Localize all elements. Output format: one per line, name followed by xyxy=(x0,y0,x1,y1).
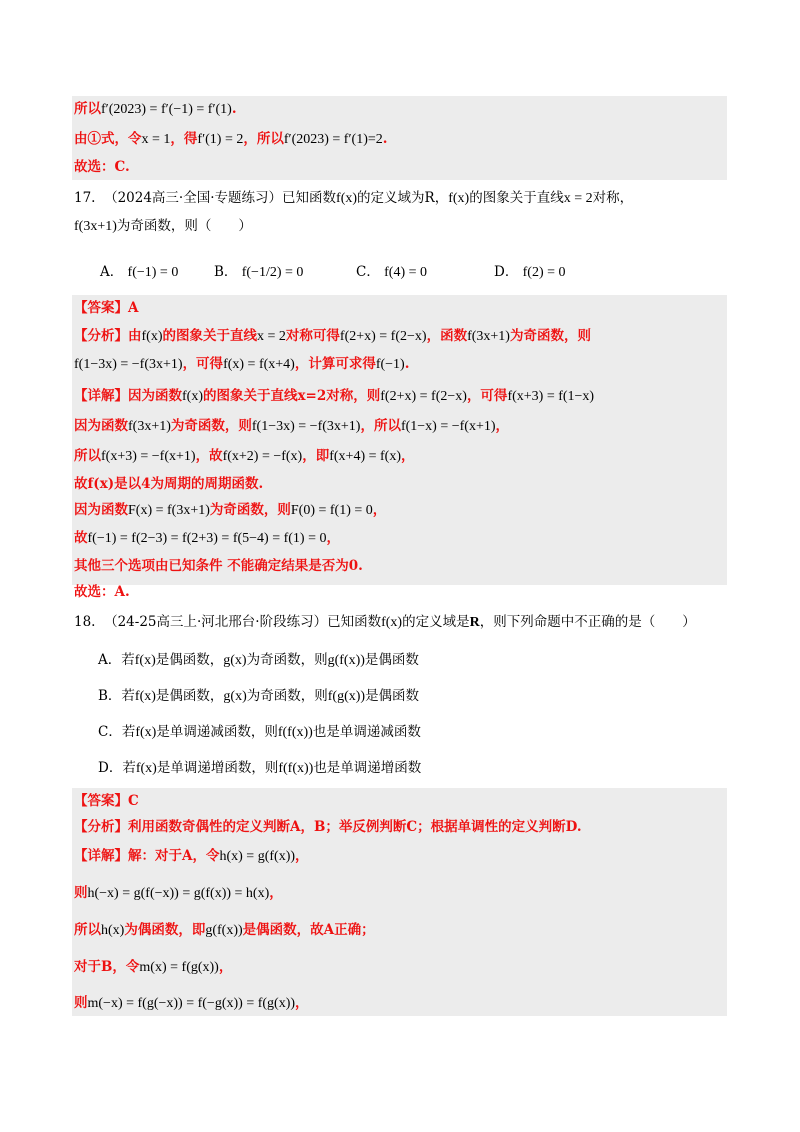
option-d: D．若f(x)是单调递增函数，则f(f(x))也是单调递增函数 xyxy=(98,760,422,776)
answer-18: 【答案】C xyxy=(74,793,139,809)
question-18-stem: 18. （24-25高三上·河北邢台·阶段练习）已知函数f(x)的定义域是R，则下列命题中不正确的是（ ） xyxy=(74,614,696,630)
solution-line: 由①式，令x = 1，得f′(1) = 2，所以f′(2023) = f′(1)=2. xyxy=(74,131,388,147)
detail-17-line: 因为函数f(3x+1)为奇函数，则f(1−3x) = −f(3x+1)，所以f(1−x) = −f(x+1)， xyxy=(74,418,510,434)
detail-17-choice: 故选：A. xyxy=(74,584,130,600)
detail-18-line: 对于B，令m(x) = f(g(x))， xyxy=(74,959,233,975)
question-17-stem: 17. （2024高三·全国·专题练习）已知函数f(x)的定义域为R，f(x)的图象关于直线x = 2对称， xyxy=(74,190,634,206)
detail-18-line: 【详解】解：对于A，令h(x) = g(f(x))， xyxy=(74,848,309,864)
option-a: A． f(−1) = 0 xyxy=(100,264,179,280)
detail-17-line: 故f(−1) = f(2−3) = f(2+3) = f(5−4) = f(1) = 0， xyxy=(74,530,340,546)
solution-choice: 故选：C. xyxy=(74,159,130,175)
analysis-17: 【分析】由f(x)的图象关于直线x = 2对称可得f(2+x) = f(2−x)，函数f(3x+1)为奇函数，则 xyxy=(74,328,591,344)
question-17-stem-cont: f(3x+1)为奇函数，则（ ） xyxy=(74,218,252,234)
detail-17-line: 所以f(x+3) = −f(x+1)，故f(x+2) = −f(x)，即f(x+4) = f(x)， xyxy=(74,448,415,464)
option-b: B．若f(x)是偶函数，g(x)为奇函数，则f(g(x))是偶函数 xyxy=(98,688,420,704)
option-b: B． f(−1/2) = 0 xyxy=(214,264,304,280)
option-c: C．若f(x)是单调递减函数，则f(f(x))也是单调递减函数 xyxy=(98,724,421,740)
detail-17-line: 因为函数F(x) = f(3x+1)为奇函数，则F(0) = f(1) = 0， xyxy=(74,502,387,518)
detail-17-line: 故f(x)是以4为周期的周期函数. xyxy=(74,476,264,492)
solution-line: 所以f′(2023) = f′(−1) = f′(1). xyxy=(74,101,237,117)
option-d: D． f(2) = 0 xyxy=(494,264,566,280)
analysis-18: 【分析】利用函数奇偶性的定义判断A，B；举反例判断C；根据单调性的定义判断D. xyxy=(74,819,582,835)
detail-18-line: 则m(−x) = f(g(−x)) = f(−g(x)) = f(g(x))， xyxy=(74,995,309,1011)
analysis-17-cont: f(1−3x) = −f(3x+1)，可得f(x) = f(x+4)，计算可求得f(−1). xyxy=(74,356,410,372)
option-a: A．若f(x)是偶函数，g(x)为奇函数，则g(f(x))是偶函数 xyxy=(98,652,419,668)
option-c: C． f(4) = 0 xyxy=(356,264,428,280)
detail-17-line: 【详解】因为函数f(x)的图象关于直线x=2对称，则f(2+x) = f(2−x)，可得f(x+3) = f(1−x) xyxy=(74,388,595,404)
detail-17-line: 其他三个选项由已知条件 不能确定结果是否为0. xyxy=(74,558,363,574)
detail-18-line: 则h(−x) = g(f(−x)) = g(f(x)) = h(x)， xyxy=(74,885,283,901)
detail-18-line: 所以h(x)为偶函数，即g(f(x))是偶函数，故A正确； xyxy=(74,922,375,938)
answer-17: 【答案】A xyxy=(74,300,139,316)
